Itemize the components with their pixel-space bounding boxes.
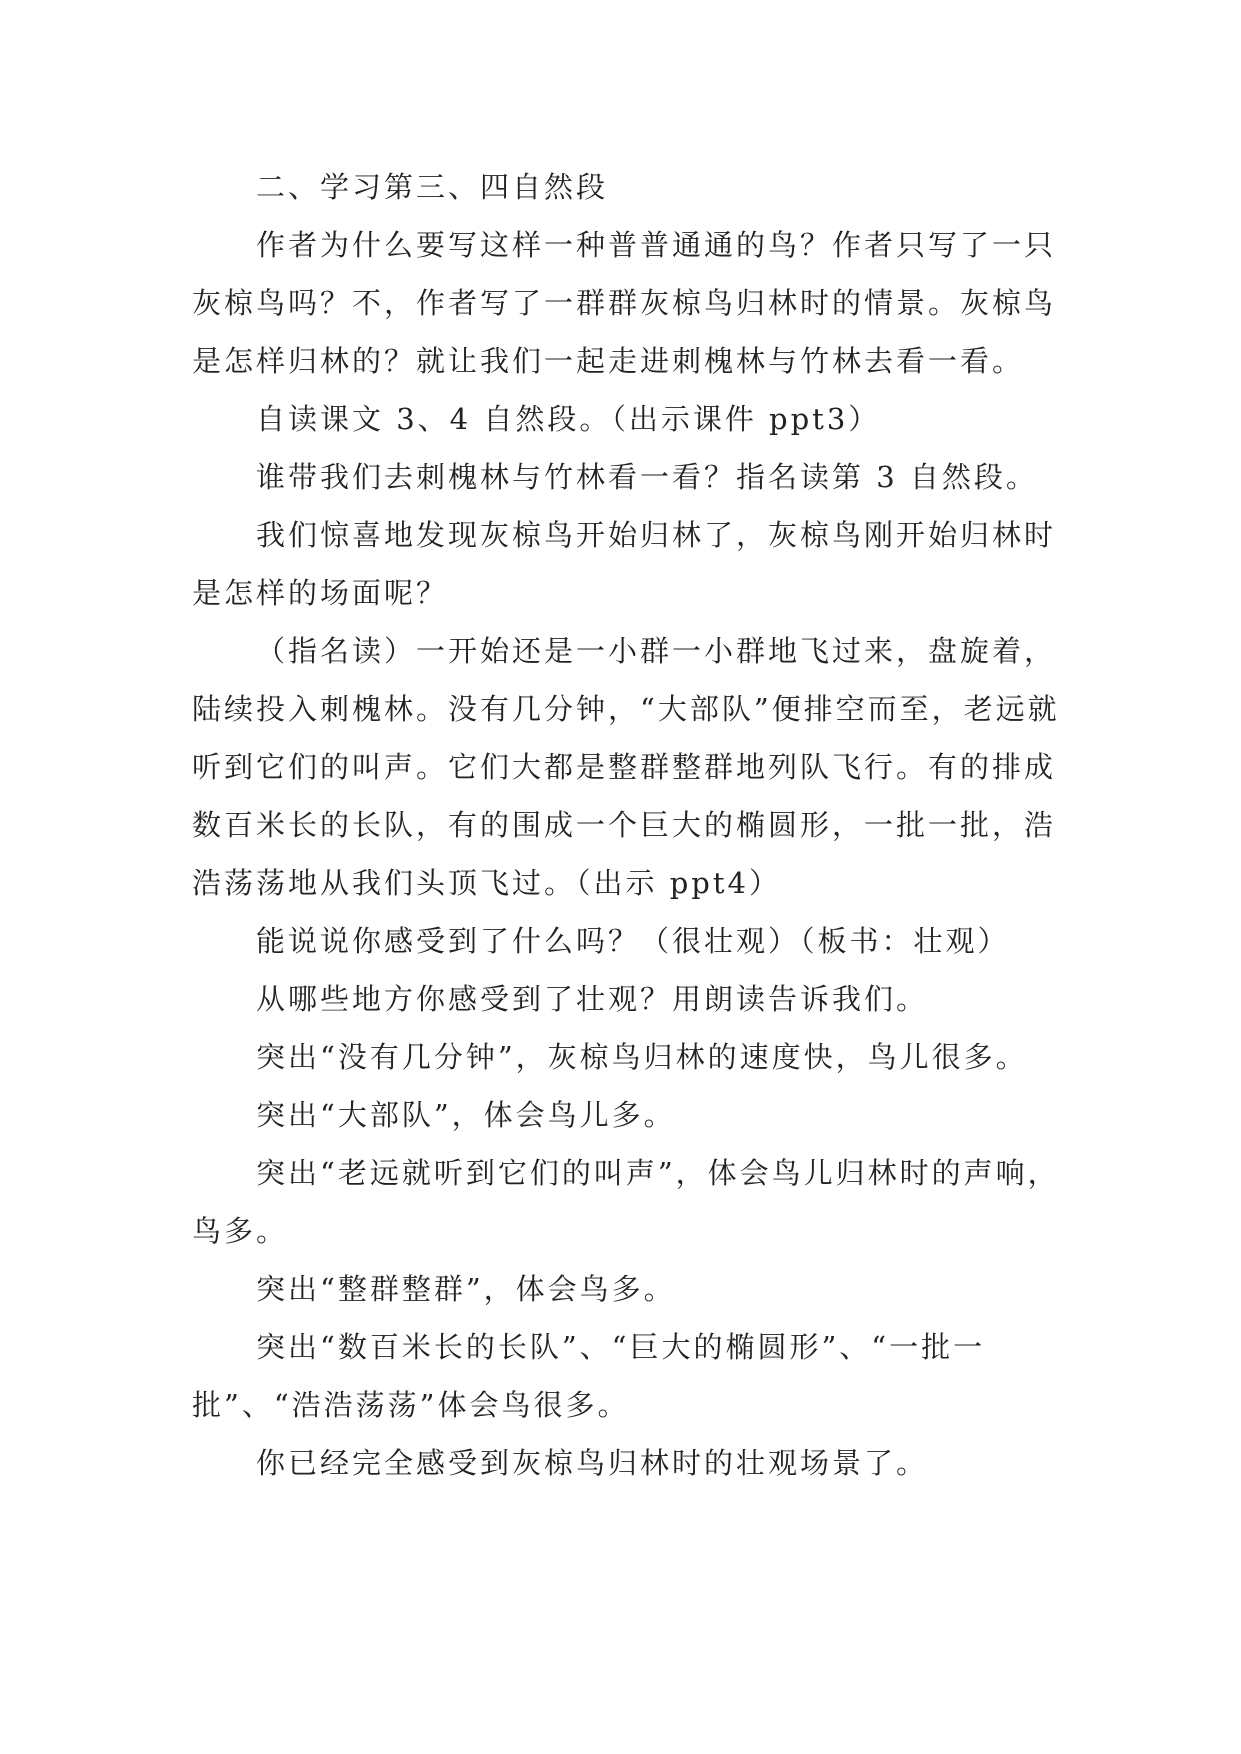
paragraph: 从哪些地方你感受到了壮观？用朗读告诉我们。 <box>256 982 929 1016</box>
paragraph: 你已经完全感受到灰椋鸟归林时的壮观场景了。 <box>256 1446 929 1480</box>
paragraph: 突出“数百米长的长队”、“巨大的椭圆形”、“一批一批”、“浩浩荡荡”体会鸟很多。 <box>192 1330 986 1422</box>
paragraph: 作者为什么要写这样一种普普通通的鸟？作者只写了一只灰椋鸟吗？不，作者写了一群群灰椋鸟归林时的情景。灰椋鸟是怎样归林的？就让我们一起走进刺槐林与竹林去看一看。 <box>192 228 1057 378</box>
paragraph: 突出“整群整群”，体会鸟多。 <box>256 1272 676 1306</box>
section-heading: 二、学习第三、四自然段 <box>256 170 609 204</box>
paragraph: 我们惊喜地发现灰椋鸟开始归林了，灰椋鸟刚开始归林时是怎样的场面呢？ <box>192 518 1057 610</box>
document-body <box>192 158 1072 1492</box>
paragraph: 能说说你感受到了什么吗？（很壮观）（板书：壮观） <box>256 924 1010 958</box>
paragraph: 谁带我们去刺槐林与竹林看一看？指名读第 3 自然段。 <box>256 460 1038 494</box>
paragraph: 突出“没有几分钟”，灰椋鸟归林的速度快，鸟儿很多。 <box>256 1040 1028 1074</box>
paragraph: 突出“大部队”，体会鸟儿多。 <box>256 1098 676 1132</box>
paragraph: 自读课文 3、4 自然段。（出示课件 ppt3） <box>256 402 881 436</box>
paragraph: 突出“老远就听到它们的叫声”，体会鸟儿归林时的声响，鸟多。 <box>192 1156 1060 1248</box>
paragraph: （指名读）一开始还是一小群一小群地飞过来，盘旋着，陆续投入刺槐林。没有几分钟，“大部队”便排空而至，老远就听到它们的叫声。它们大都是整群整群地列队飞行。有的排成数百米长的长队，有的围成一个巨大的椭圆形，一批一批，浩浩荡荡地从我们头顶飞过。（出示 ppt4） <box>192 634 1060 900</box>
